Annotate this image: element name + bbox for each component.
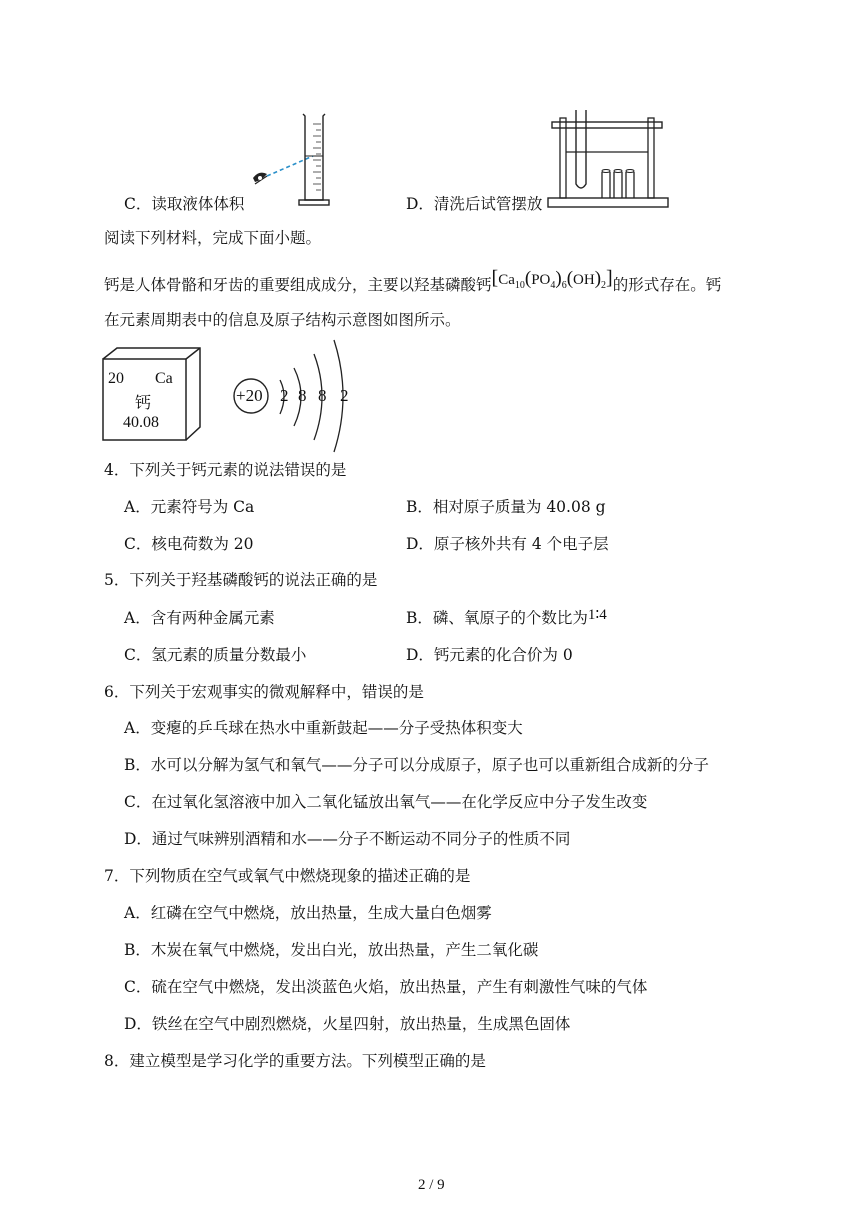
question-4-stem: 4．下列关于钙元素的说法错误的是: [104, 461, 347, 479]
figure-d-label: D．清洗后试管摆放: [406, 195, 543, 213]
cylinder-reading-figure: [245, 108, 345, 212]
hydroxyapatite-formula: $[Ca_{10}(PO_4)_6(OH)_2]$: [491, 267, 613, 291]
question-6-stem: 6．下列关于宏观事实的微观解释中，错误的是: [104, 683, 424, 701]
q6-option-d: D．通过气味辨别酒精和水——分子不断运动不同分子的性质不同: [124, 830, 571, 848]
shell-2-electrons: 8: [298, 386, 307, 405]
q6-option-a: A．变瘪的乒乓球在热水中重新鼓起——分子受热体积变大: [124, 719, 523, 737]
q7-option-a: A．红磷在空气中燃烧，放出热量，生成大量白色烟雾: [124, 904, 492, 922]
q6-option-c: C．在过氧化氢溶液中加入二氧化锰放出氧气——在化学反应中分子发生改变: [124, 793, 648, 811]
q5-option-c: C．氢元素的质量分数最小: [124, 646, 307, 664]
q6-option-b: B．水可以分解为氢气和氧气——分子可以分成原子，原子也可以重新组合成新的分子: [124, 756, 709, 774]
question-5-stem: 5．下列关于羟基磷酸钙的说法正确的是: [104, 571, 378, 589]
element-name: 钙: [135, 393, 152, 412]
reading-intro: 阅读下列材料，完成下面小题。: [104, 229, 322, 247]
eye-icon: [253, 173, 267, 184]
page-number: 2 / 9: [418, 1177, 445, 1193]
material-line-1: [104, 267, 722, 302]
shell-3-electrons: 8: [318, 386, 327, 405]
material-text-after: 的形式存在。钙: [612, 276, 722, 294]
question-8-stem: 8．建立模型是学习化学的重要方法。下列模型正确的是: [104, 1052, 486, 1070]
nucleus-charge: +20: [236, 386, 263, 405]
q7-option-d: D．铁丝在空气中剧烈燃烧，火星四射，放出热量，生成黑色固体: [124, 1015, 571, 1033]
q4-option-b: B．相对原子质量为 40.08 g: [406, 498, 606, 516]
q7-option-b: B．木炭在氧气中燃烧，发出白光，放出热量，产生二氧化碳: [124, 941, 539, 959]
q5-option-b: B．磷、氧原子的个数比为1∶4: [406, 607, 607, 627]
material-text-before: 钙是人体骨骼和牙齿的重要组成成分，主要以羟基磷酸钙: [104, 276, 492, 294]
shell-4-electrons: 2: [340, 386, 349, 405]
atomic-mass: 40.08: [123, 414, 159, 431]
atomic-number: 20: [108, 370, 124, 387]
figure-c-label: C．读取液体体积: [124, 195, 245, 213]
question-7-stem: 7．下列物质在空气或氧气中燃烧现象的描述正确的是: [104, 867, 471, 885]
shell-1-electrons: 2: [280, 386, 289, 405]
q4-option-a: A．元素符号为 Ca: [124, 498, 255, 516]
q4-option-c: C．核电荷数为 20: [124, 535, 254, 553]
q7-option-c: C．硫在空气中燃烧，发出淡蓝色火焰，放出热量，产生有刺激性气味的气体: [124, 978, 648, 996]
q5-ratio: 1∶4: [587, 607, 607, 623]
test-tube-rack-figure: [546, 104, 672, 214]
q4-option-d: D．原子核外共有 4 个电子层: [406, 535, 609, 553]
element-symbol: Ca: [155, 370, 173, 387]
q5-option-a: A．含有两种金属元素: [124, 609, 275, 627]
material-line-2: 在元素周期表中的信息及原子结构示意图如图所示。: [104, 311, 461, 329]
q5-option-d: D．钙元素的化合价为 0: [406, 646, 573, 664]
